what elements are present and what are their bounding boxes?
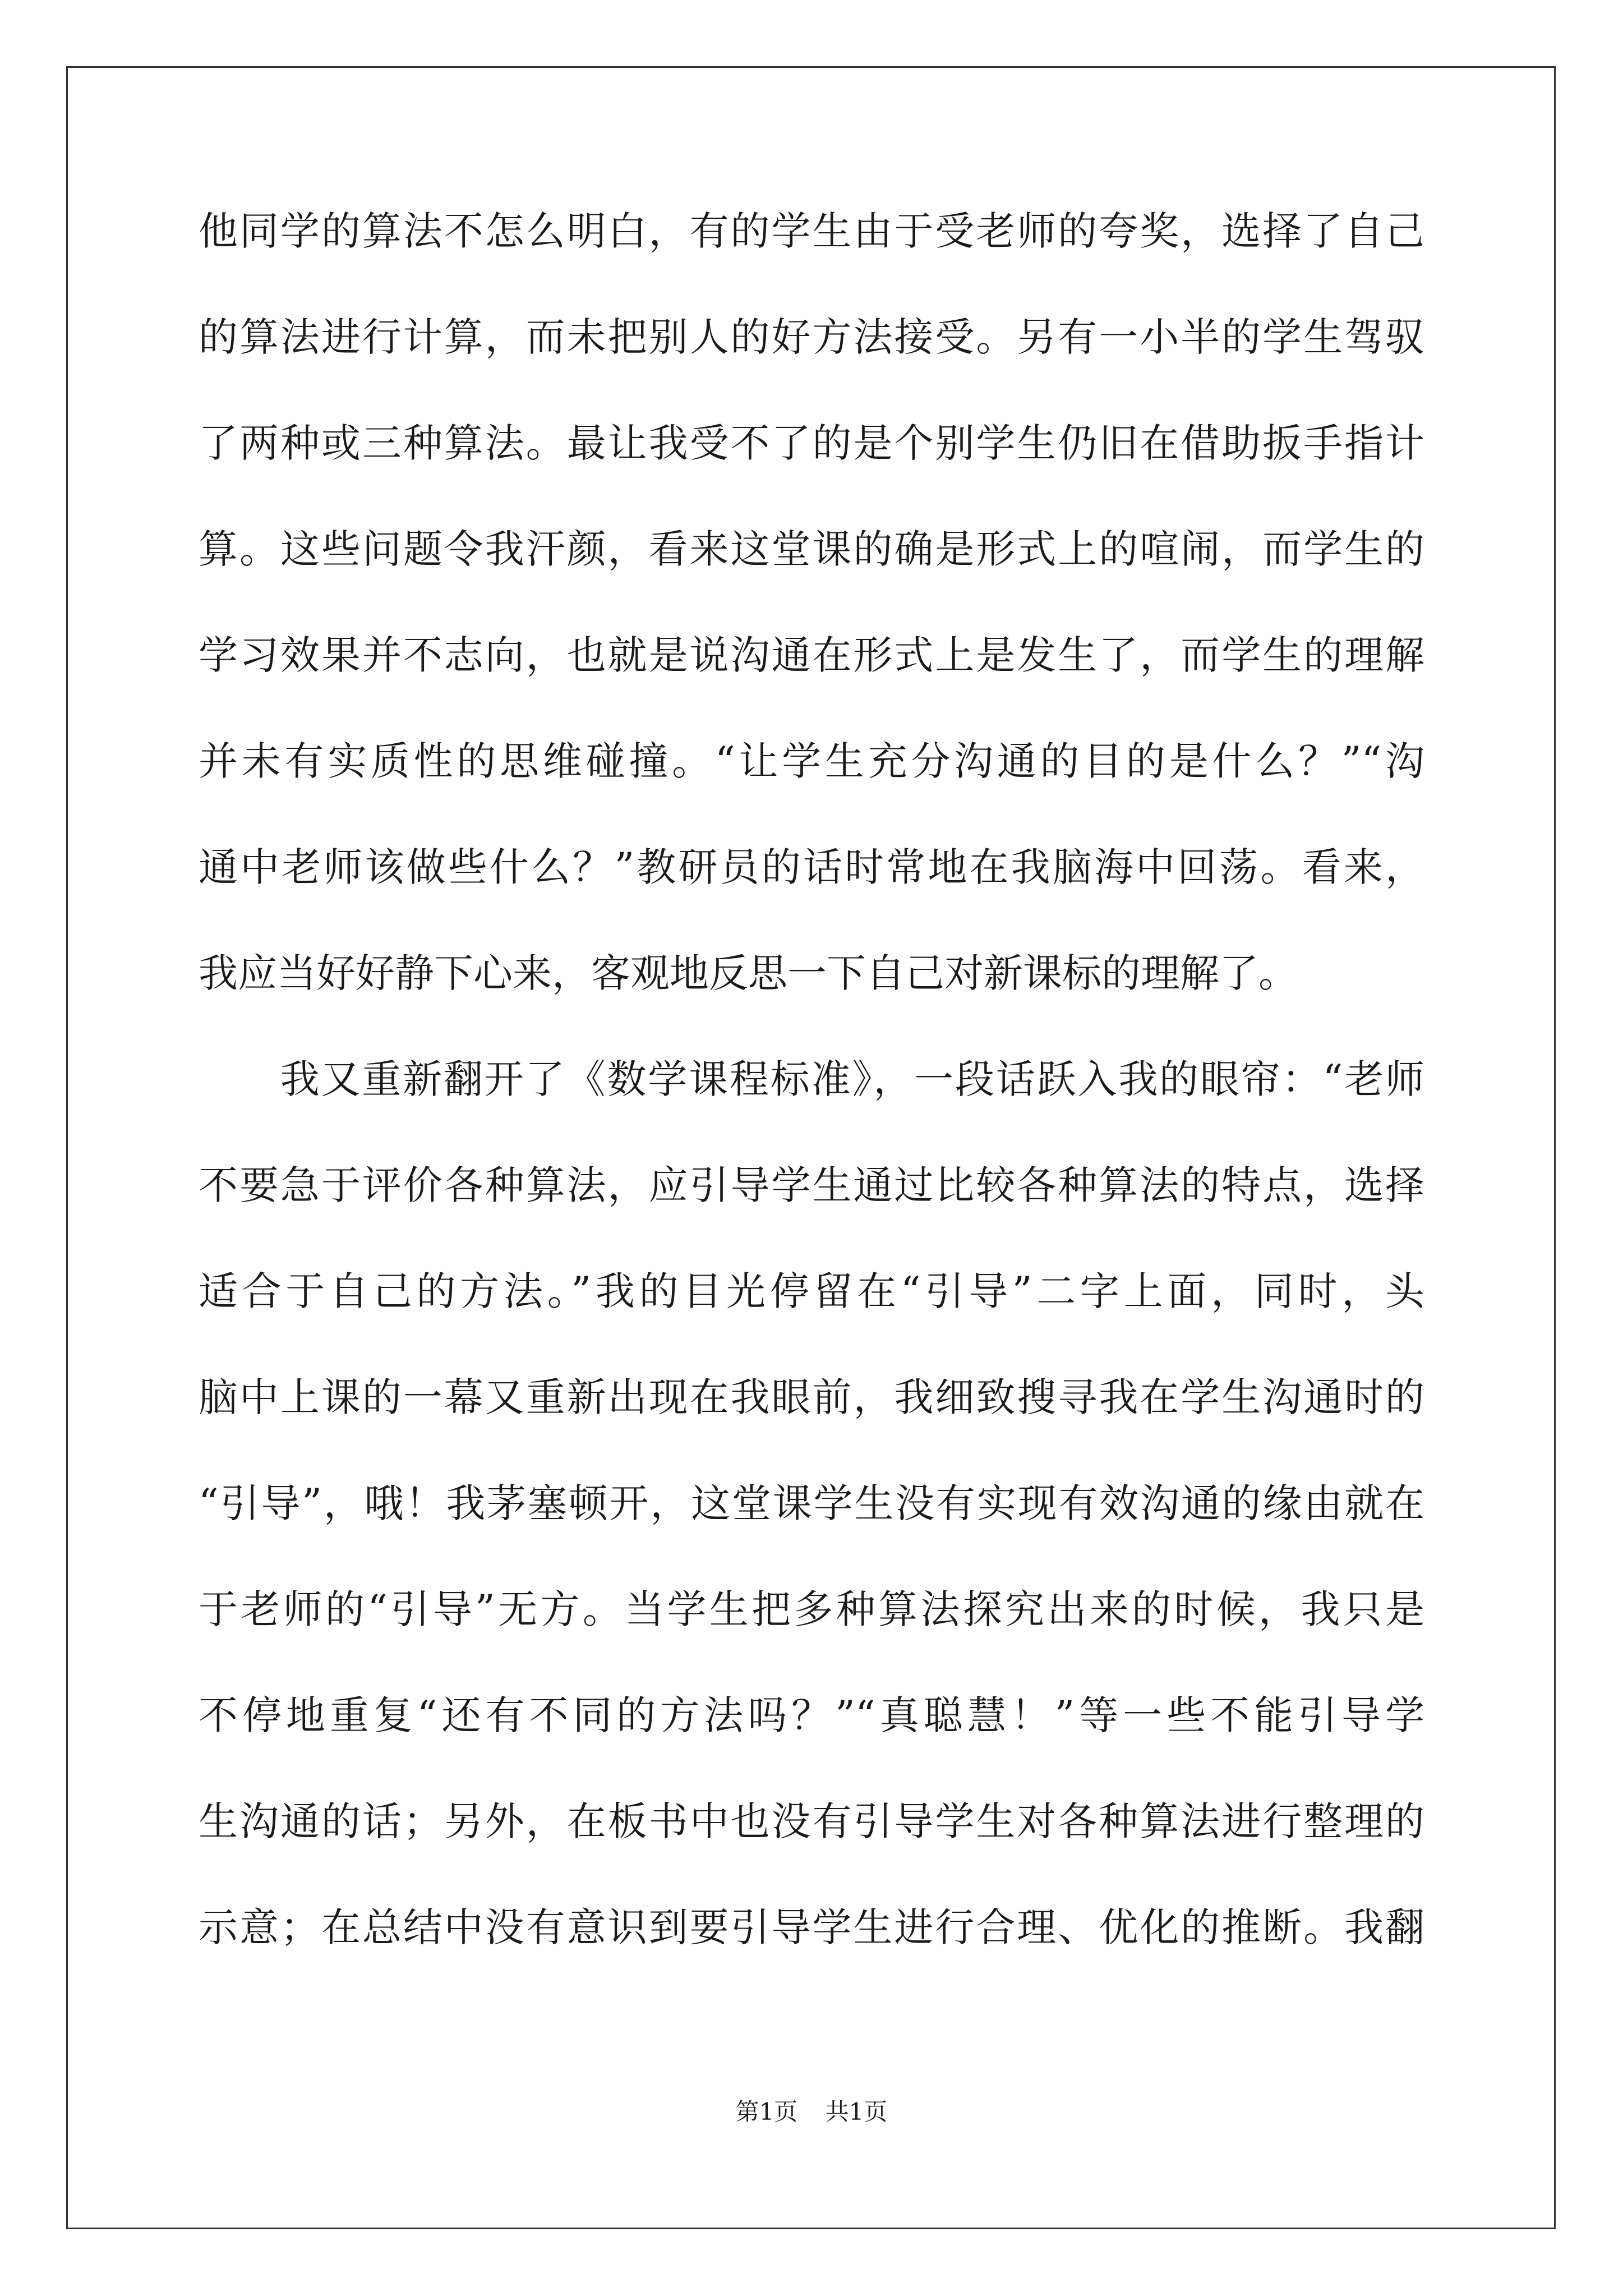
text-line: “引导”，哦！我茅塞顿开，这堂课学生没有实现有效沟通的缘由就在 (199, 1480, 1424, 1526)
text-line: 了两种或三种算法。最让我受不了的是个别学生仍旧在借助扳手指计 (199, 420, 1424, 466)
text-line: 于老师的“引导”无方。当学生把多种算法探究出来的时候，我只是 (199, 1586, 1424, 1632)
text-line: 适合于自己的方法。”我的目光停留在“引导”二字上面，同时，头 (199, 1268, 1424, 1314)
text-line: 示意；在总结中没有意识到要引导学生进行合理、优化的推断。我翻 (199, 1904, 1424, 1950)
text-line: 不停地重复“还有不同的方法吗？”“真聪慧！”等一些不能引导学 (199, 1692, 1424, 1738)
page-number: 第1页 (735, 2098, 798, 2125)
text-line: 脑中上课的一幕又重新出现在我眼前，我细致搜寻我在学生沟通时的 (199, 1374, 1424, 1420)
text-line: 他同学的算法不怎么明白，有的学生由于受老师的夸奖，选择了自己 (199, 208, 1424, 254)
paragraph-end-line: 我应当好好静下心来，客观地反思一下自己对新课标的理解了。 (199, 950, 1298, 996)
text-line: 算。这些问题令我汗颜，看来这堂课的确是形式上的喧闹，而学生的 (199, 526, 1424, 572)
document-body (199, 203, 1424, 2005)
text-line: 学习效果并不志向，也就是说沟通在形式上是发生了，而学生的理解 (199, 632, 1424, 678)
text-line: 不要急于评价各种算法，应引导学生通过比较各种算法的特点，选择 (199, 1162, 1424, 1208)
text-line: 并未有实质性的思维碰撞。“让学生充分沟通的目的是什么？”“沟 (199, 738, 1424, 784)
text-line: 生沟通的话；另外，在板书中也没有引导学生对各种算法进行整理的 (199, 1798, 1424, 1844)
text-line: 我又重新翻开了《数学课程标准》，一段话跃入我的眼帘：“老师 (199, 1056, 1424, 1102)
page-total: 共1页 (825, 2098, 888, 2125)
text-line: 通中老师该做些什么？”教研员的话时常地在我脑海中回荡。看来， (199, 844, 1424, 890)
text-line: 的算法进行计算，而未把别人的好方法接受。另有一小半的学生驾驭 (199, 314, 1424, 360)
page-footer (0, 2098, 1623, 2126)
